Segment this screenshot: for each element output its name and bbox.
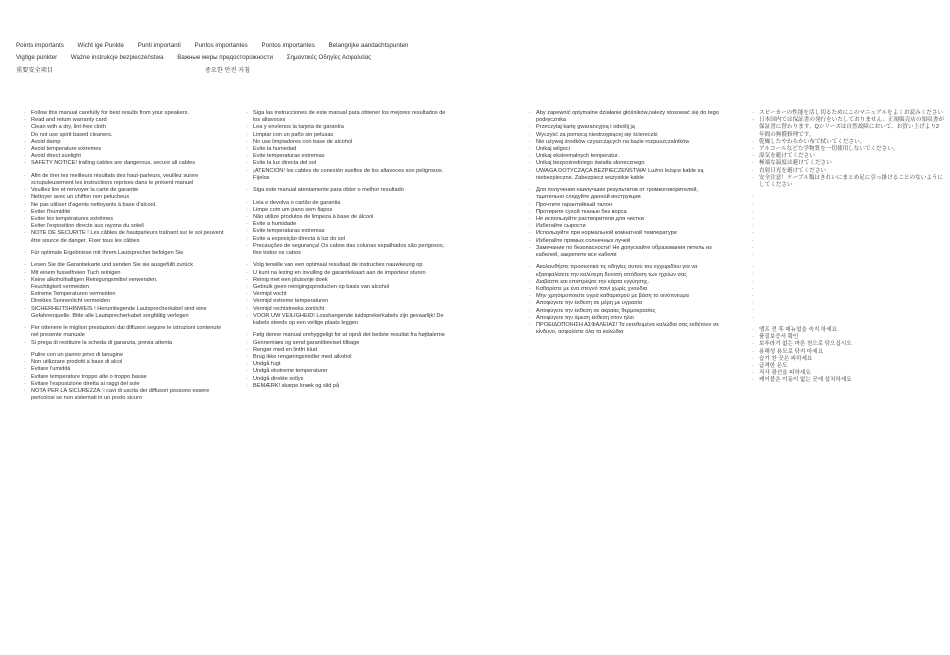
list-en [24, 110, 224, 168]
header-ko: 중요한 안전 지침 [204, 67, 251, 74]
header-zh: 重要安全项目 [16, 67, 54, 74]
list-ja [752, 110, 944, 189]
list-el [529, 264, 725, 336]
list-item: · Eviter l'exposition directe aux rayons du soleil [24, 223, 224, 230]
list-item: · Evitare l'esposizione diretta ai raggi del sole [24, 381, 224, 388]
list-item: · Ακολουθήστε προσεκτικά τις οδηγίες αυτού του εγχειριδίου για να εξασφαλίσετε την καλύτερη δυνατή απόδοση των ηχείων σας [529, 264, 725, 278]
column-2 [246, 110, 446, 395]
list-item: · Eviter les températures extrêmes [24, 216, 224, 223]
list-item: · Undgå fugt [246, 361, 446, 368]
list-item: · Limpiar con un paño sin pelusas [246, 132, 446, 139]
list-item: · Extreme Temperaturen vermeiden [24, 291, 224, 298]
list-pt-2 [246, 200, 446, 258]
list-item: · NOTE DE SECURITE ! Les câbles de hautparleurs traînant sur le sol peuvent être source de danger. Fixer tous les câbles [24, 230, 224, 244]
list-item: · 極端な温度は避けてください [752, 160, 944, 167]
list-item: · UWAGA DOTYCZĄCA BEZPIECZEŃSTWA! Luźno leżące kable są niebezpieczne. Zabezpiecz wszystkie kable [529, 168, 725, 182]
list-fr [24, 173, 224, 245]
list-item: · Undgå direkte sollys [246, 376, 446, 383]
list-item: · Für optimale Ergebnisse mit Ihrem Lautsprecher befolgen Sie [24, 250, 224, 257]
list-item: · Brug ikke rengøringsmidler med alkohol [246, 354, 446, 361]
list-item: · Замечание по безопасности! Не допускайте образования петель из кабелей, закрепите все кабели [529, 245, 725, 259]
list-item: · 습기 찬 곳은 피하세요 [752, 356, 944, 363]
list-item: · SICHERHEITSHINWEIS ! Herumliegende Lautsprecherkabel sind eine Gefahrenquelle. Bitte alle Lautsprecherkabel sorgfältig verlegen [24, 306, 224, 320]
header-row-1 [16, 42, 420, 49]
list-it-2 [24, 352, 224, 402]
list-item: · 직사 광선을 피하세요 [752, 370, 944, 377]
list-item: · Do not use spirit based cleaners. [24, 132, 224, 139]
list-da [246, 332, 446, 390]
list-item [752, 271, 944, 278]
list-item: · Αποφύγετε την έκθεση σε μέρη με υγρασία [529, 300, 725, 307]
list-item [752, 315, 944, 322]
header-row-2 [16, 54, 383, 61]
list-pt [246, 187, 446, 194]
list-item [752, 264, 944, 271]
list-item: · Протирите сухой тканью без ворса [529, 209, 725, 216]
list-item: · 日本国内では保証書の発行をいたしておりません。正規販売店の領収書が保証書に替わります。Qシリーズは自然故障において、お買い上げより2年間の無償修理です。 [752, 117, 944, 139]
list-es [246, 110, 446, 182]
list-item: · Clean with a dry, lint-free cloth [24, 124, 224, 131]
list-item: · Избегайте сырости [529, 223, 725, 230]
list-item: · Non utilizzare prodotti a base di alcol [24, 359, 224, 366]
list-item: · Evitare temperature troppo alte o troppo basse [24, 374, 224, 381]
list-item: · Vermijd rechtstreeks zonlicht [246, 306, 446, 313]
list-item: · Nettoyer avec un chiffon non pelucheux [24, 194, 224, 201]
list-item: · Избегайте прямых солнечных лучей [529, 238, 725, 245]
list-item: · Avoid damp [24, 139, 224, 146]
list-item: · Evite a humidade [246, 221, 446, 228]
list-item: · VOOR UW VEILIGHEID! Losshangende luidsprekerkabels zijn gevaarlijk! De kabels steeds op een veilige plaats leggen [246, 313, 446, 327]
list-item: · Rengør med en lintfri klud [246, 347, 446, 354]
column-4 [752, 110, 944, 390]
list-item: · 용해성 용모로 닦지 마세요 [752, 349, 944, 356]
list-item: · Ne pas utiliser d'agents nettoyants à base d'alcool. [24, 202, 224, 209]
list-item [752, 223, 944, 230]
list-item: · Evite la luz directa del sol [246, 160, 446, 167]
list-item: · Limpe com um pano sem fiapos [246, 207, 446, 214]
list-item: · Для получения наилучших результатов от громкоговорителей, тщательно следуйте данной инструкции [529, 187, 725, 201]
list-item: · 安全注意！ケーブル類はきれいにまとめ足に引っ掛けることのないようにしてください [752, 175, 944, 189]
list-item: · Evite temperaturas extremas [246, 153, 446, 160]
list-item: · Follow this manual carefully for best results from your speakers. [24, 110, 224, 117]
list-item: · Reinig met een pluisvrije doek [246, 277, 446, 284]
list-item: · Αποφύγετε την έκθεση σε ακραίες θερμοκρασίες [529, 308, 725, 315]
list-item: · Read and retum warranty card [24, 117, 224, 124]
list-item: · Siga este manual atentamente para obter o melhor resultado [246, 187, 446, 194]
list-item: · Keine alkoholhaltigen Reinigungsmittel verwenden. [24, 277, 224, 284]
list-item: · Διαβάστε και επιστρέψτε την κάρτα εγγύησης. [529, 279, 725, 286]
list-item: · Nie używaj środków czyszczących na bazie rozpuszczalników [529, 139, 725, 146]
list-item: · 급격한 온도 [752, 363, 944, 370]
list-item: · 湿気を避けてください [752, 153, 944, 160]
column-3 [529, 110, 725, 342]
list-item: · Evite temperaturas extremas [246, 228, 446, 235]
column-1 [24, 110, 224, 408]
list-item: · Direktes Sonnenlicht vermeiden [24, 298, 224, 305]
header-pl: Ważne instrukcje bezpieczeństwa [70, 54, 164, 61]
header-de: Wicht ige Punkte [77, 42, 124, 49]
list-item: · Siga las instrucciones de este manual para obtener los mejores resultados de los altavoces [246, 110, 446, 124]
list-item: · Lesen Sie die Garantiekarte und senden Sie sie ausgefüllt zurück [24, 262, 224, 269]
list-item: · Precauções de segurança! Os cabos das colunas espalhados são perigosos, fixe todos os cabos [246, 243, 446, 257]
list-item: · Feuchtigkeit vermeiden [24, 284, 224, 291]
list-item: · ΠΡΟΕΙΔΟΠΟΙΗΣΗ ΑΣΦΑΛΕΙΑΣ! Τα εκτεθειμένα καλώδια σας εκθέτουν σε κίνδυνο, ασφαλίστε όλα τα καλώδια [529, 322, 725, 336]
header-ru: Важные меры предосторожности [177, 54, 273, 61]
list-item: · Przeczytaj kartę gwarancyjną i odeślij ją [529, 124, 725, 131]
list-item: · Καθαρίστε με ένα στεγνό πανί χωρίς χνούδια [529, 286, 725, 293]
list-item: · Gennemlæs og send garantibeviset tilbage [246, 340, 446, 347]
list-item [752, 194, 944, 201]
list-item [752, 307, 944, 314]
list-item: · Per ottenere le migliori prestazioni dai diffusori seguire le istruzioni contenute nel presente manuale [24, 325, 224, 339]
list-item: · Avoid temperature extremes [24, 146, 224, 153]
header-nl: Belangrijke aandachtspunten [328, 42, 409, 49]
list-item: · Veuillez lire et renvoyer la carte de garantie [24, 187, 224, 194]
list-item [752, 300, 944, 307]
list-item: · 보푸라기 없는 마른 천으로 닦으십시오 [752, 341, 944, 348]
list-item: · Evite la humedad [246, 146, 446, 153]
list-blank-2 [752, 264, 944, 322]
list-item: · Не используйте растворители для чистки [529, 216, 725, 223]
header-da: Vigtige punkter [16, 54, 58, 61]
list-nl [246, 262, 446, 327]
list-item: · Aby zapewnić optymalne działanie głośników,należy stosować się do tego podręcznika [529, 110, 725, 124]
header-pt: Pontos importantes [261, 42, 315, 49]
list-it [24, 325, 224, 347]
list-item: · ¡ATENCION! los cables de conexión sueltos de los altavoces son peligrosos. Fíjelos [246, 168, 446, 182]
header-fr: Points importants [16, 42, 64, 49]
list-item: · Unikaj bezpośredniego światła słonecznego [529, 160, 725, 167]
list-item: · スピーカーの性能を活し切るためにこのマニュアルをよくお読みください [752, 110, 944, 117]
list-item [752, 209, 944, 216]
list-item: · Прочтите гарантийный талон [529, 202, 725, 209]
list-item: · Evite a exposição directa à luz do sol [246, 236, 446, 243]
list-item: · 乾燥したやわらかい布で拭いてください。 [752, 139, 944, 146]
list-item: · NOTA PER LA SICUREZZA: i cavi di uscita dei diffusori possono essere pericolosi se non sistemati in un posto sicuro [24, 388, 224, 402]
list-item [752, 245, 944, 252]
header-es: Puntos importantes [194, 42, 248, 49]
list-item: · Wyczyść za pomocą niestrzępiącej się ściereczki [529, 132, 725, 139]
list-item: · Vermijd vocht [246, 291, 446, 298]
list-blank-1 [752, 194, 944, 259]
header-it: Punti importanti [137, 42, 181, 49]
list-item: · BEMÆRK! skarpe knæk og slid på [246, 383, 446, 390]
list-de-2 [24, 262, 224, 320]
list-item: · Pulire con un panno privo di lanugine [24, 352, 224, 359]
list-item: · Unikaj ekstremalnych temperatur. [529, 153, 725, 160]
list-item: · Leia e devolva o cartão de garantia [246, 200, 446, 207]
list-item [752, 279, 944, 286]
list-item: · Følg denne manual omhyggeligt for at opnå det bedste resultat fra højttalerne [246, 332, 446, 339]
list-item: · Volg terwille van een optimaal resultaat de instructies nauwkeurig op [246, 262, 446, 269]
list-item: · Eviter l'humidité [24, 209, 224, 216]
header-el: Σημαντικές Οδηγίες Ασφαλείας [286, 54, 372, 61]
list-item: · Αποφύγετε την άμεση έκθεση στον ήλιο [529, 315, 725, 322]
list-item [752, 216, 944, 223]
list-item: · SAFETY NOTICE! trailing cables are dangerous, secure all cables [24, 160, 224, 167]
list-item: · Undgå ekstreme temperaturer [246, 368, 446, 375]
list-item: · Não utilize produtos de limpeza à base de álcool [246, 214, 446, 221]
list-item [752, 230, 944, 237]
list-item [752, 252, 944, 259]
list-item: · アルコールなどた学物質を一切使用しないでください。 [752, 146, 944, 153]
list-ko [752, 327, 944, 385]
list-item: · Lea y envíenos la tarjeta de garantía [246, 124, 446, 131]
list-item: · U kunt na lezing en invulling de garantiekaart aan de importeur sturen [246, 270, 446, 277]
list-item: · 케이블은 이동이 없는 곳에 설치하세요 [752, 377, 944, 384]
list-item: · Unikaj wilgoci [529, 146, 725, 153]
header-row-3 [16, 65, 262, 74]
list-pl [529, 110, 725, 182]
list-item: · Avoid direct sunlight [24, 153, 224, 160]
list-item: · Evitare l'umidità [24, 366, 224, 373]
list-de [24, 250, 224, 257]
list-item [752, 286, 944, 293]
list-item: · Μην χρησιμοποιείτε υγρά καθαρισμού με βάση το οινόπνευμα [529, 293, 725, 300]
list-item: · Afin de tirer les meilleurs résultats des haut-parleurs, veuillez suivre scrupuleusement les instructions reprises dans le présent manuel [24, 173, 224, 187]
list-ru [529, 187, 725, 259]
list-item: · Mit einem fusselfreien Tuch reinigen [24, 270, 224, 277]
list-item: · Используйте при нормальной комнатной температуре [529, 230, 725, 237]
list-item: · Gebruik geen reinigingsproducten op basis van alcohol [246, 284, 446, 291]
list-item: · 품질보증서 확인 [752, 334, 944, 341]
list-item: · 直射日光を避けてください [752, 168, 944, 175]
list-item: · No use limpiadores con base de alcohol [246, 139, 446, 146]
list-item [752, 293, 944, 300]
list-item: · Vermijd extreme temperaturen [246, 298, 446, 305]
list-item: · Si prega di restituire la scheda di garanzia, previa attenta [24, 340, 224, 347]
list-item: · 앰프 전 후 매뉴얼을 숙지 하세요 [752, 327, 944, 334]
list-item [752, 202, 944, 209]
list-item [752, 238, 944, 245]
